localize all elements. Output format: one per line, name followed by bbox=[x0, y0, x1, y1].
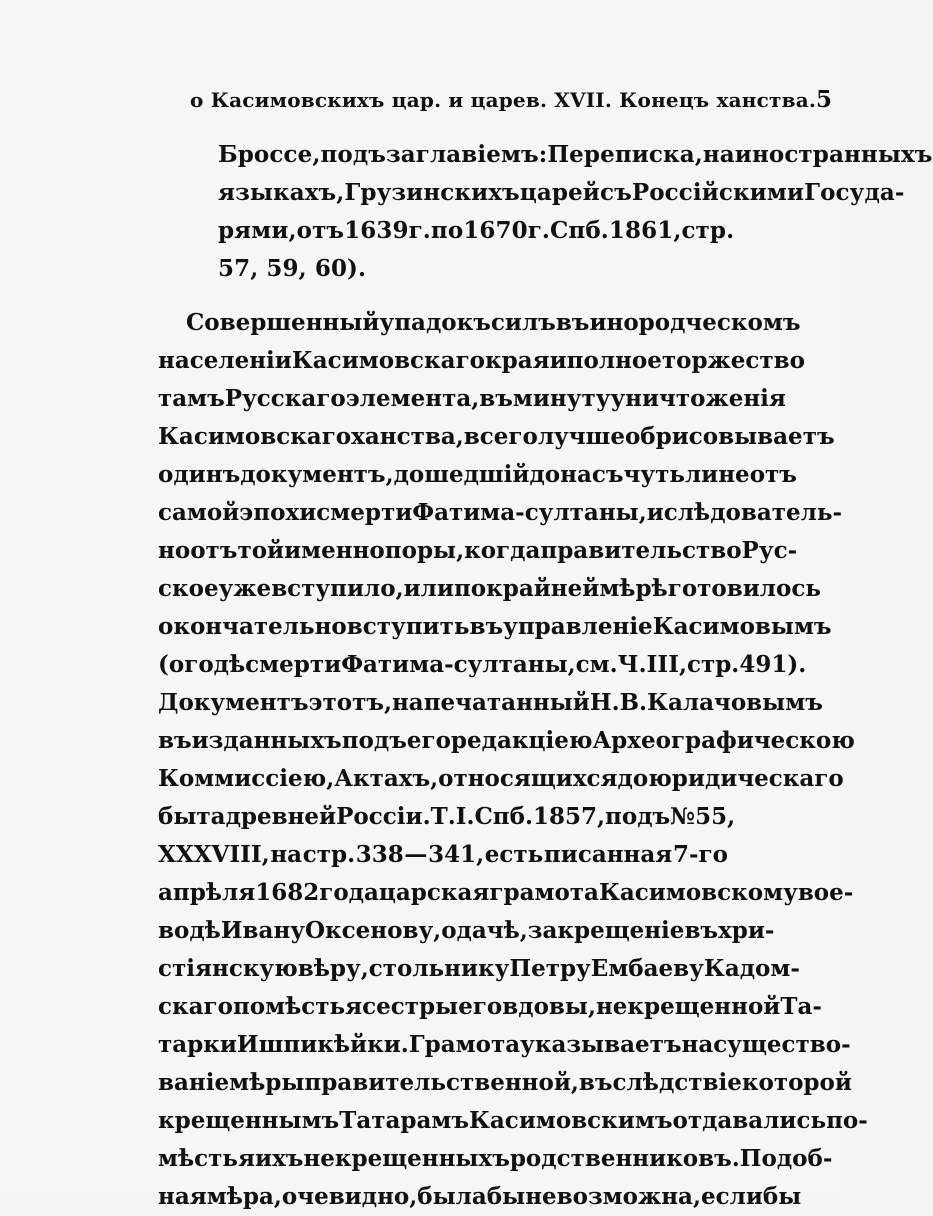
body-line: стіянскую вѣру, стольнику Петру Ембаеву Кадом- bbox=[158, 955, 800, 982]
body-line: одинъ документъ, дошедшій до насъ чуть ли не отъ bbox=[158, 461, 797, 488]
body-line: ная мѣра, очевидно, была бы невозможна, если бы bbox=[158, 1183, 802, 1210]
body-line: самой эпохи смерти Фатима-султаны, и слѣдователь- bbox=[158, 499, 843, 526]
body-line: тамъ Русскаго элемента, въ минуту уничтоженія bbox=[158, 385, 786, 412]
body-line: ваніе мѣры правительственной, въ слѣдствіе которой bbox=[158, 1069, 852, 1096]
body-line: Коммиссіею, Актахъ, относящихся до юридическаго bbox=[158, 765, 844, 792]
note-line: Броссе, подъ заглавіемъ: Переписка, на иностранныхъ bbox=[218, 141, 933, 168]
body-line: ское уже вступило, или по крайней мѣрѣ готовилось bbox=[158, 575, 821, 602]
main-paragraph bbox=[158, 304, 868, 1216]
body-line: скаго помѣстья сестры его вдовы, некрещенной Та- bbox=[158, 993, 822, 1020]
body-line: тарки Ишпикѣйки. Грамота указываетъ на существо- bbox=[158, 1031, 851, 1058]
body-line: (о годѣ смерти Фатима-султаны, см. Ч. III, стр. 491). bbox=[158, 651, 807, 678]
page-number: 5 bbox=[816, 86, 833, 113]
note-line: 57, 59, 60). bbox=[218, 255, 367, 282]
body-line: XXXVIII, на стр. 338 — 341, есть писанная 7-го bbox=[158, 841, 728, 868]
footnote-block bbox=[218, 136, 933, 288]
body-line: Документъ этотъ, напечатанный Н. В. Калачовымъ bbox=[158, 689, 823, 716]
body-line: мѣстья ихъ некрещенныхъ родственниковъ. Подоб- bbox=[158, 1145, 833, 1172]
body-line: но отъ той именно поры, когда правительство Рус- bbox=[158, 537, 798, 564]
body-line: окончательно вступить въ управленіе Касимовымъ bbox=[158, 613, 832, 640]
running-head: о Касимовскихъ цар. и царев. XVII. Конецъ ханства. bbox=[190, 88, 817, 112]
body-line: быта древней Россіи. Т. I. Спб. 1857, подъ № 55, bbox=[158, 803, 736, 830]
note-line: языкахъ, Грузинскихъ царей съ Россійскими Госуда- bbox=[218, 179, 905, 206]
page-header bbox=[190, 86, 833, 118]
body-line: Касимовскаго ханства, всего лучше обрисовываетъ bbox=[158, 423, 835, 450]
body-line: населеніи Касимовскаго края и полное торжество bbox=[158, 347, 805, 374]
body-line: апрѣля 1682 года царская грамота Касимовскому вое- bbox=[158, 879, 854, 906]
note-line: рями, отъ 1639 г. по 1670 г. Спб. 1861, стр. bbox=[218, 217, 735, 244]
body-line: водѣ Ивану Оксенову, о дачѣ, за крещеніе въ хри- bbox=[158, 917, 775, 944]
body-line: въ изданныхъ подъ его редакціею Археографическою bbox=[158, 727, 855, 754]
body-line: крещеннымъ Татарамъ Касимовскимъ отдавались по- bbox=[158, 1107, 868, 1134]
body-line: Совершенный упадокъ силъ въ инородческомъ bbox=[186, 309, 801, 336]
